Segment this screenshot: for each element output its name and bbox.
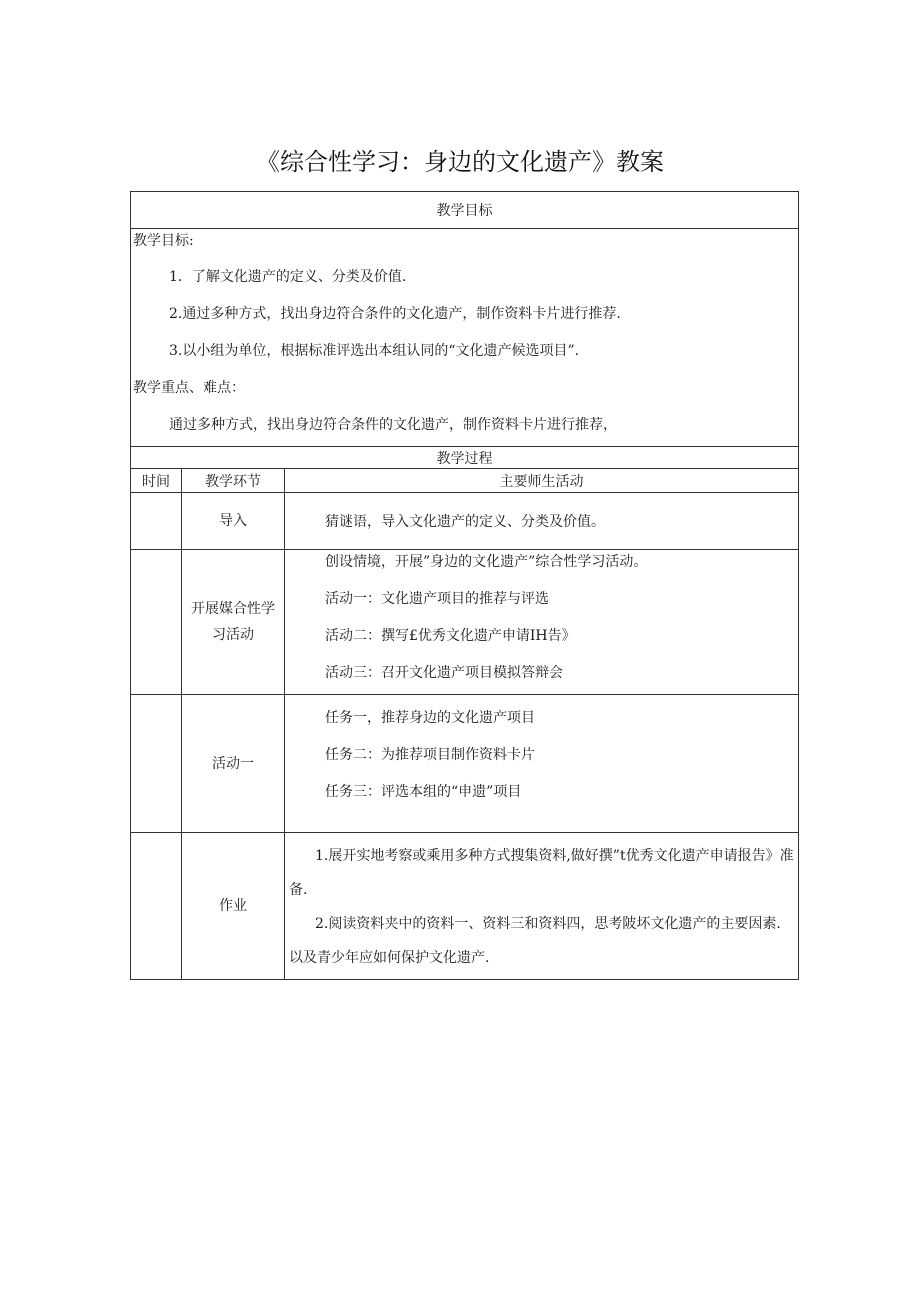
homework-item-2: 2.阅读资料夹中的资料一、资料三和资料四，思考陂坏文化遗产的主要因素.以及青少年应如何保护文化遗产. [289,916,781,966]
table-row [131,695,799,833]
time-cell [131,833,182,980]
key-points-label: 教学重点、难点： [133,380,245,396]
table-row [131,550,799,695]
column-header-time: 时间 [131,469,182,493]
table-row [131,833,799,980]
stage-cell: 作业 [182,833,285,980]
goals-content [131,229,799,447]
activity-line: 活动三：召开文化遗产项目模拟答辩会 [325,665,563,681]
activities-cell [285,695,799,833]
column-header-activities: 主要师生活动 [285,469,799,493]
time-cell [131,493,182,550]
table-row [131,493,799,550]
goal-item-3: 3.以小组为单位，根据标准评选出本组认同的“文化遗产候选项目”. [169,343,580,359]
document-title: 《综合性学习：身边的文化遗产》教案 [256,148,664,176]
stage-cell: 活动一 [182,695,285,833]
activities-cell [285,493,799,550]
activities-cell [285,550,799,695]
stage-cell: 开展媒合性学习活动 [182,550,285,695]
activity-line: 猜谜语，导入文化遗产的定义、分类及价值。 [325,514,605,530]
homework-item-1: 1.展开实地考察或乘用多种方式搜集资料,做好撰”t优秀文化遗产申请报告》准备. [289,848,794,898]
column-header-stage: 教学环节 [182,469,285,493]
lesson-plan-table [130,191,799,980]
goals-section-header: 教学目标 [131,192,799,229]
key-points-text: 通过多种方式，找出身边符合条件的文化遗产，制作资料卡片进行推荐， [169,417,617,433]
activity-line: 任务三：评选本组的“申遗”项目 [325,784,522,800]
goal-item-1: 1．了解文化遗产的定义、分类及价值. [169,269,407,285]
activity-line: 任务一，推荐身边的文化遗产项目 [325,710,535,726]
activity-line: 任务二：为推荐项目制作资料卡片 [325,747,535,763]
process-section-header: 教学过程 [131,447,799,469]
homework-cell [285,833,799,980]
activity-line: 活动一：文化遗产项目的推荐与评选 [325,591,549,607]
goal-item-2: 2.通过多种方式，找出身边符合条件的文化遗产，制作资料卡片进行推荐. [169,306,621,322]
goals-label: 教学目标: [133,233,194,249]
activity-line: 活动二：撰写£优秀文化遗产申请IH告》 [325,628,576,644]
time-cell [131,550,182,695]
activity-line: 创设情境，开展”身边的文化遗产”综合性学习活动。 [325,554,648,570]
stage-cell: 导入 [182,493,285,550]
time-cell [131,695,182,833]
